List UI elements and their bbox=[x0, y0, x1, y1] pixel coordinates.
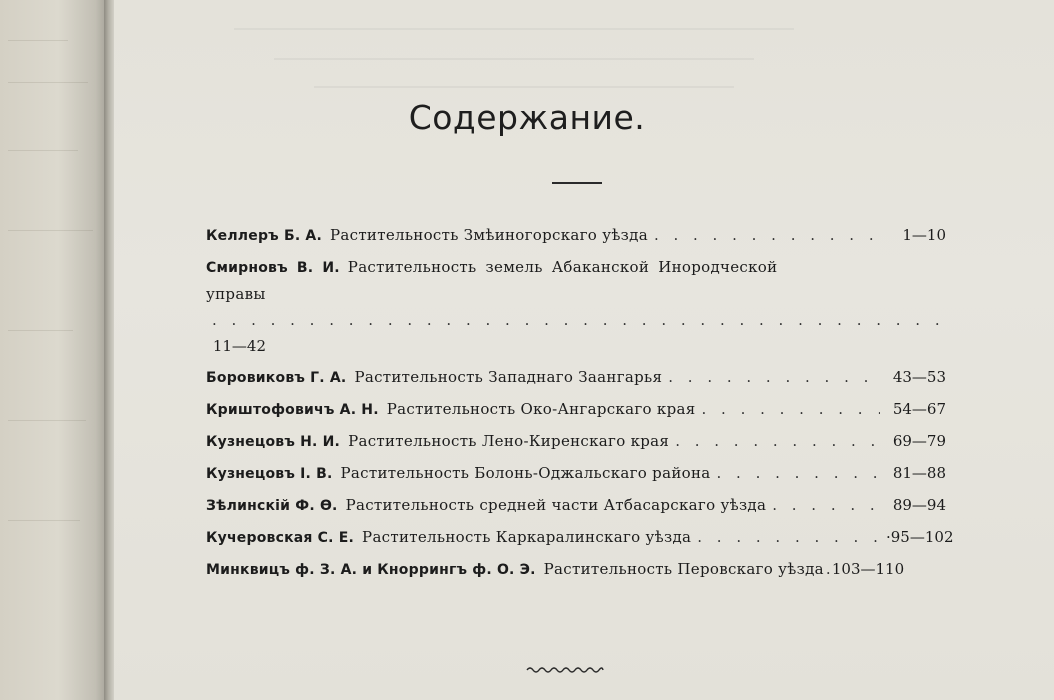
toc-entry bbox=[206, 254, 946, 359]
toc-dot-leader bbox=[717, 460, 881, 486]
wavy-line-ornament-icon bbox=[525, 664, 605, 676]
toc-page-range: 1—10 bbox=[902, 226, 946, 244]
toc-entry bbox=[206, 524, 954, 551]
left-page-ghost-line bbox=[8, 420, 86, 421]
show-through-line bbox=[314, 86, 734, 88]
toc-entry bbox=[206, 364, 946, 391]
toc-author: Криштофовичъ А. Н. bbox=[206, 402, 379, 418]
toc-author: Кузнецовъ І. В. bbox=[206, 466, 333, 482]
toc-work-title-continued: управы bbox=[206, 285, 266, 303]
toc-page-range: ·95—102 bbox=[886, 528, 954, 546]
page-title: Содержание. bbox=[408, 98, 646, 137]
toc-work-title: Растительность Око-Ангарскаго края bbox=[386, 400, 696, 418]
left-page-ghost-line bbox=[8, 40, 68, 41]
toc-work-title: Растительность Перовскаго уѣзда bbox=[543, 560, 824, 578]
toc-entry bbox=[206, 222, 946, 249]
toc-author: Кучеровская С. Е. bbox=[206, 530, 355, 546]
toc-page-range: 103—110 bbox=[831, 560, 905, 578]
left-page-ghost-line bbox=[8, 230, 93, 231]
toc-work-title: Растительность средней части Атбасарскаго уѣзда bbox=[345, 496, 767, 514]
toc-page-range: 11—42 bbox=[212, 337, 266, 355]
toc-work-title: Растительность земель Абаканской Инородческой bbox=[347, 258, 778, 276]
toc-author: Смирновъ В. И. bbox=[206, 260, 340, 276]
left-page-ghost-line bbox=[8, 520, 80, 521]
toc-work-title: Растительность Змѣиногорскаго уѣзда bbox=[329, 226, 648, 244]
toc-dot-leader bbox=[772, 492, 880, 518]
toc-page-range: 43—53 bbox=[892, 368, 946, 386]
toc-work-title: Растительность Западнаго Заангарья bbox=[354, 368, 663, 386]
left-page-ghost-line bbox=[8, 150, 78, 151]
toc-entry bbox=[206, 396, 946, 423]
toc-author: Минквицъ ф. З. А. и Кноррингъ ф. О. Э. bbox=[206, 562, 536, 578]
toc-work-title: Растительность Каркаралинскаго уѣзда bbox=[362, 528, 692, 546]
toc-page-range: 81—88 bbox=[892, 464, 946, 482]
toc-author: Кузнецовъ Н. И. bbox=[206, 434, 341, 450]
table-of-contents bbox=[206, 222, 954, 588]
toc-dot-leader bbox=[697, 524, 880, 550]
toc-dot-leader bbox=[826, 556, 830, 582]
left-page-ghost-line bbox=[8, 330, 73, 331]
toc-dot-leader bbox=[675, 428, 880, 454]
left-page-ghost-line bbox=[8, 82, 88, 83]
toc-dot-leader bbox=[212, 307, 940, 333]
toc-dot-leader bbox=[668, 364, 880, 390]
toc-author: Келлеръ Б. А. bbox=[206, 228, 322, 244]
toc-entry bbox=[206, 428, 946, 455]
toc-entry bbox=[206, 556, 946, 583]
toc-page-range: 54—67 bbox=[892, 400, 946, 418]
title-divider bbox=[552, 182, 602, 184]
toc-author: Боровиковъ Г. А. bbox=[206, 370, 347, 386]
toc-entry-first-line bbox=[206, 254, 946, 281]
toc-author: Зѣлинскій Ф. Ѳ. bbox=[206, 498, 338, 514]
toc-page-range: 69—79 bbox=[892, 432, 946, 450]
toc-dot-leader bbox=[702, 396, 881, 422]
toc-page-range: 89—94 bbox=[892, 496, 946, 514]
toc-dot-leader bbox=[654, 222, 880, 248]
toc-work-title: Растительность Лено-Киренскаго края bbox=[348, 432, 670, 450]
toc-entry bbox=[206, 460, 946, 487]
toc-entry bbox=[206, 492, 946, 519]
show-through-line bbox=[274, 58, 754, 60]
show-through-line bbox=[234, 28, 794, 30]
toc-work-title: Растительность Болонь-Оджальскаго района bbox=[340, 464, 711, 482]
